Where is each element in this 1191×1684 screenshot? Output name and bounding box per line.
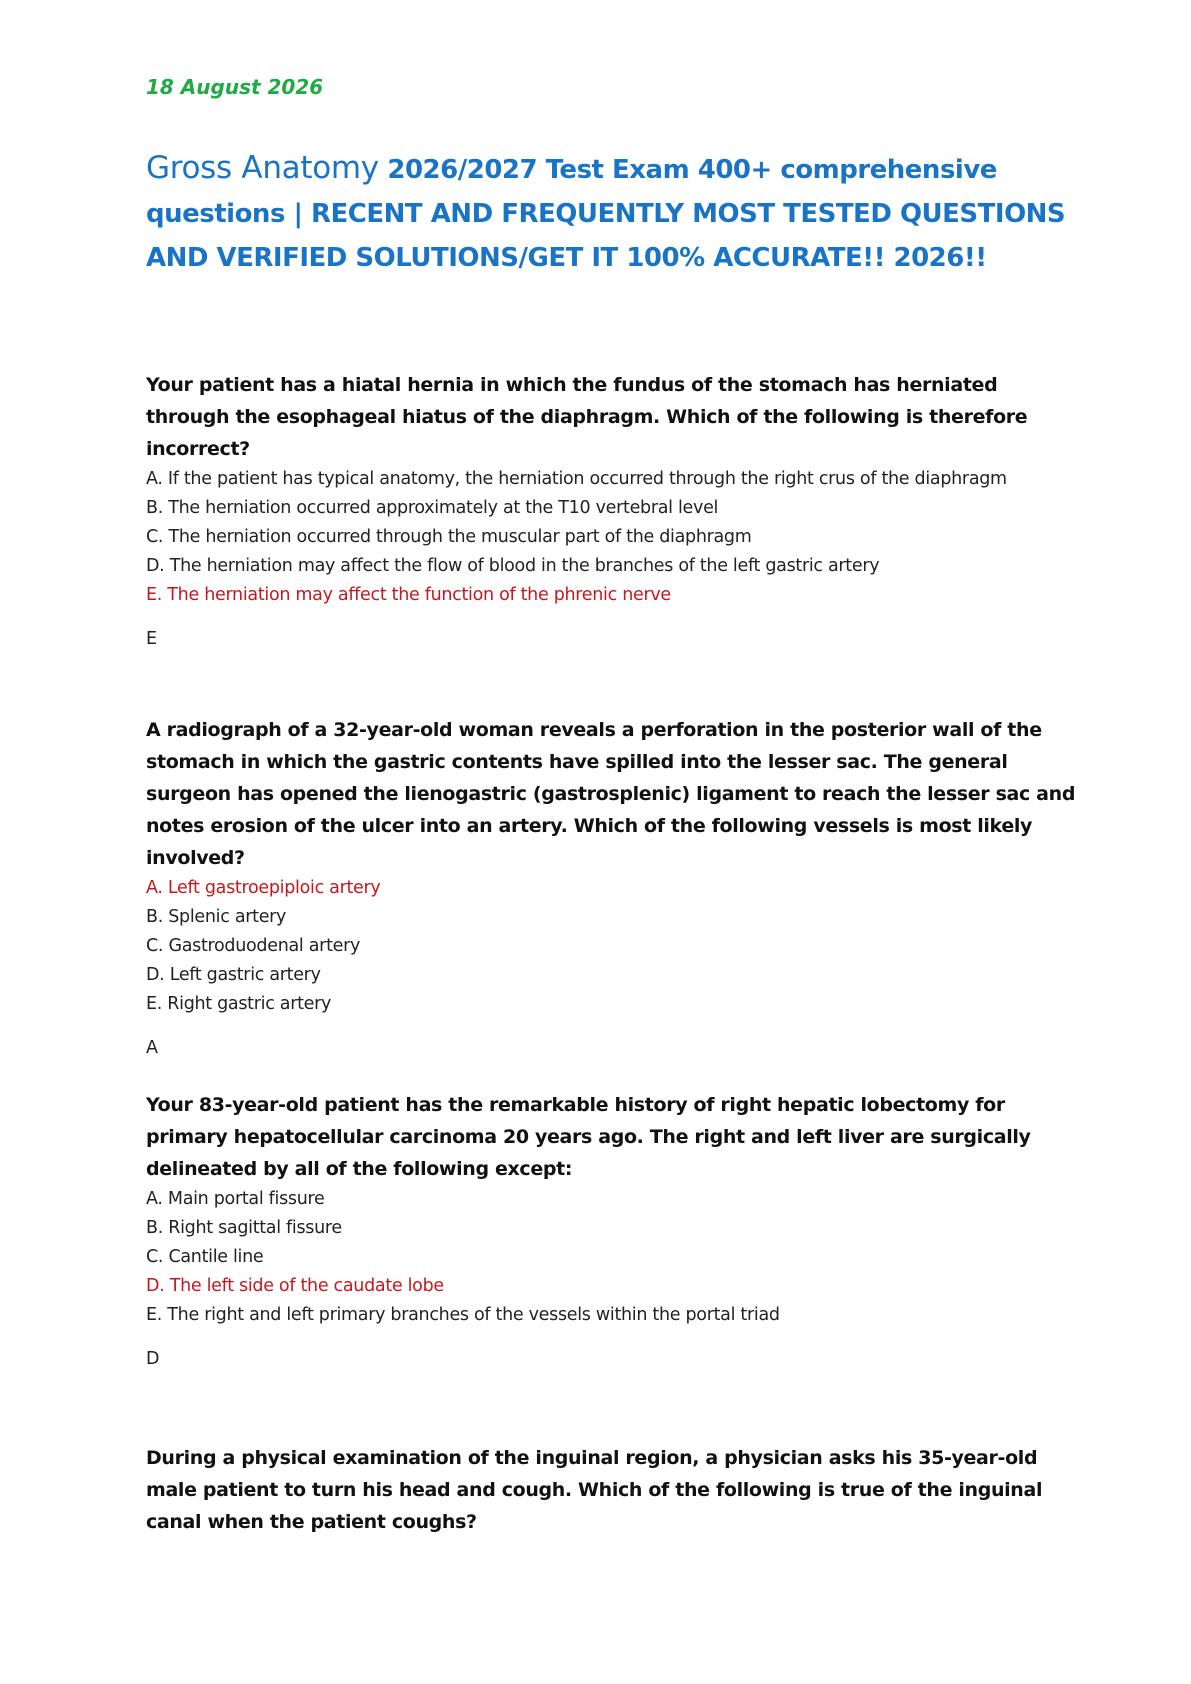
option-e: E. Right gastric artery [146,994,332,1014]
option-c: C. Cantile line [146,1247,264,1267]
option-a-correct: A. Left gastroepiploic artery [146,878,381,898]
document-title [146,146,1076,280]
option-b: B. The herniation occurred approximately at the T10 vertebral level [146,498,719,518]
option-a: A. Main portal fissure [146,1189,325,1209]
question-stem: During a physical examination of the inguinal region, a physician asks his 35-year-old male patient to turn his head and cough. Which of the following is true of the inguinal canal when the patient coughs? [146,1447,1043,1533]
option-e-correct: E. The herniation may affect the function of the phrenic nerve [146,585,671,605]
question-stem: Your patient has a hiatal hernia in which the fundus of the stomach has herniated through the esophageal hiatus of the diaphragm. Which of the following is therefore incorrect? [146,374,1028,460]
title-lead: Gross Anatomy [146,150,379,186]
option-a: A. If the patient has typical anatomy, the herniation occurred through the right crus of the diaphragm [146,469,1007,489]
question-2 [146,714,1076,1063]
title-rest: 2026/2027 Test Exam 400+ comprehensive questions | RECENT AND FREQUENTLY MOST TESTED QUESTIONS AND VERIFIED SOLUTIONS/GET IT 100% ACCURATE!! 2026!! [146,155,1066,273]
question-3 [146,1089,1076,1374]
option-b: B. Splenic artery [146,907,287,927]
answer-key: D [146,1349,160,1369]
option-e: E. The right and left primary branches of the vessels within the portal triad [146,1305,780,1325]
option-d: D. The herniation may affect the flow of blood in the branches of the left gastric artery [146,556,880,576]
answer-options [146,1185,1076,1330]
question-stem: A radiograph of a 32-year-old woman reveals a perforation in the posterior wall of the stomach in which the gastric contents have spilled into the lesser sac. The general surgeon has opened the lienogastric (gastrosplenic) ligament to reach the lesser sac and notes erosion of the ulcer into an artery. Which of the following vessels is most likely involved? [146,719,1076,869]
question-4 [146,1442,1076,1538]
option-c: C. Gastroduodenal artery [146,936,361,956]
question-stem: Your 83-year-old patient has the remarkable history of right hepatic lobectomy for primary hepatocellular carcinoma 20 years ago. The right and left liver are surgically delineated by all of the following except: [146,1094,1031,1180]
answer-key: A [146,1038,158,1058]
option-c: C. The herniation occurred through the muscular part of the diaphragm [146,527,752,547]
question-1 [146,369,1076,654]
answer-options [146,465,1076,610]
answer-options [146,874,1076,1019]
option-d-correct: D. The left side of the caudate lobe [146,1276,444,1296]
option-d: D. Left gastric artery [146,965,321,985]
answer-key: E [146,629,158,649]
document-date: 18 August 2026 [146,75,324,99]
option-b: B. Right sagittal fissure [146,1218,342,1238]
